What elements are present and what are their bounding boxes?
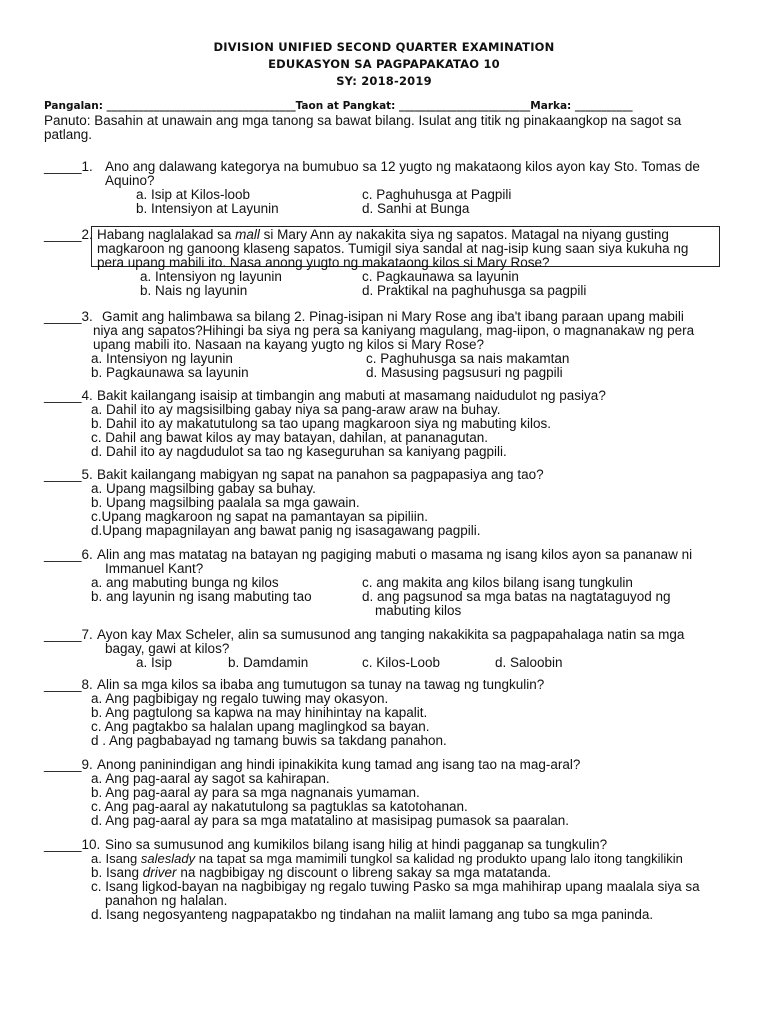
q10-stem-1: Sino sa sumusunod ang kumikilos bilang isang hilig at hindi pagganap sa tungkulin?: [105, 837, 608, 852]
q1-stem-1: Ano ang dalawang kategorya na bumubuo sa 12 yugto ng makataong kilos ayon kay Sto. Tomas de: [105, 159, 700, 174]
q1-stem-2: Aquino?: [105, 173, 155, 188]
school-year: SY: 2018-2019: [336, 74, 432, 88]
q8-stem-1: Alin sa mga kilos sa ibaba ang tumutugon sa tunay na tawag ng tungkulin?: [97, 677, 545, 692]
q1-choice-b: b. Intensiyon at Layunin: [136, 201, 279, 216]
q2-choice-d: d. Praktikal na paghuhusga sa pagpili: [362, 283, 587, 298]
q4-stem-1: Bakit kailangang isaisip at timbangin ang mabuti at masamang naidudulot ng pasiya?: [97, 388, 606, 403]
instructions-line-2: patlang.: [44, 127, 93, 142]
q6-choice-c: c. ang makita ang kilos bilang isang tungkulin: [362, 575, 633, 590]
q5-choice-a: a. Upang magsilbing gabay sa buhay.: [91, 481, 316, 496]
score-field[interactable]: Marka: ___________: [530, 100, 633, 112]
q7-stem-1: Ayon kay Max Scheler, alin sa sumusunod ang tanging nakakikita sa pagpapahalaga natin sa mga: [97, 627, 685, 642]
q5-choice-c: c.Upang magkaroon ng sapat na pamantayan sa pipiliin.: [91, 509, 428, 524]
q7-answer-blank[interactable]: _____7.: [44, 627, 93, 642]
student-info-line: [44, 100, 734, 112]
q6-choice-b: b. ang layunin ng isang mabuting tao: [91, 589, 312, 604]
q9-stem-1: Anong paninindigan ang hindi ipinakikita kung tamad ang isang tao na mag-aral?: [97, 757, 581, 772]
q3-stem-1: Gamit ang halimbawa sa bilang 2. Pinag-isipan ni Mary Rose ang iba't ibang paraan upang mabili: [102, 309, 684, 324]
q8-answer-blank[interactable]: _____8.: [44, 677, 93, 692]
q4-choice-c: c. Dahil ang bawat kilos ay may batayan, dahilan, at pananagutan.: [91, 430, 489, 445]
q1-choice-d: d. Sanhi at Bunga: [362, 201, 470, 216]
q3-answer-blank[interactable]: _____3.: [44, 309, 93, 324]
q4-choice-a: a. Dahil ito ay magsisilbing gabay niya sa pang-araw araw na buhay.: [91, 402, 501, 417]
q1-choice-c: c. Paghuhusga at Pagpili: [362, 187, 512, 202]
q7-choice-a: a. Isip: [136, 655, 173, 670]
q3-choice-d: d. Masusing pagsusuri ng pagpili: [366, 365, 563, 380]
q9-choice-c: c. Ang pag-aaral ay nakatutulong sa pagtuklas sa katotohanan.: [91, 799, 468, 814]
q1-answer-blank[interactable]: _____1.: [44, 159, 93, 174]
q10-answer-blank[interactable]: _____10.: [44, 837, 101, 852]
q9-choice-d: d. Ang pag-aaral ay para sa mga matatalino at masisipag pumasok sa paaralan.: [91, 813, 570, 828]
q7-stem-2: bagay, gawi at kilos?: [105, 641, 230, 656]
section-field[interactable]: Taon at Pangkat: _________________________: [295, 100, 531, 112]
q8-choice-b: b. Ang pagtulong sa kapwa na may hinihintay na kapalit.: [91, 705, 428, 720]
q7-choice-d: d. Saloobin: [495, 655, 563, 670]
q2-choice-a: a. Intensiyon ng layunin: [140, 269, 282, 284]
q10-choice-b: b. Isang driver na nagbibigay ng discount o libreng sakay sa mga matatanda.: [91, 865, 552, 880]
q2-choice-b: b. Nais ng layunin: [140, 283, 248, 298]
q10-choice-d: d. Isang negosyanteng nagpapatakbo ng tindahan na maliit lamang ang tubo sa mga paninda.: [91, 907, 654, 922]
q7-choice-c: c. Kilos-Loob: [362, 655, 441, 670]
q4-choice-d: d. Dahil ito ay nagdudulot sa tao ng kaseguruhan sa kaniyang pagpili.: [91, 444, 507, 459]
q7-choice-b: b. Damdamin: [228, 655, 309, 670]
q10-choice-c-cont: panahon ng halalan.: [105, 893, 228, 908]
q2-answer-blank[interactable]: _____2.: [44, 227, 93, 242]
q9-choice-a: a. Ang pag-aaral ay sagot sa kahirapan.: [91, 771, 330, 786]
name-field[interactable]: Pangalan: ____________________________________: [44, 100, 296, 112]
q6-answer-blank[interactable]: _____6.: [44, 547, 93, 562]
subject-title: EDUKASYON SA PAGPAPAKATAO 10: [268, 57, 500, 71]
q5-choice-b: b. Upang magsilbing paalala sa mga gawain.: [91, 495, 360, 510]
q5-answer-blank[interactable]: _____5.: [44, 467, 93, 482]
q10-choice-a: a. Isang saleslady na tapat sa mga mamimili tungkol sa kalidad ng produkto upang lalo itong tangkilikin: [91, 851, 683, 866]
instructions-line-1: Panuto: Basahin at unawain ang mga tanong sa bawat bilang. Isulat ang titik ng pinakaangkop na sagot sa: [44, 113, 682, 128]
q1-choice-a: a. Isip at Kilos-loob: [136, 187, 251, 202]
q4-choice-b: b. Dahil ito ay makatutulong sa tao upang magkaroon siya ng mabuting kilos.: [91, 416, 552, 431]
q3-choice-c: c. Paghuhusga sa nais makamtan: [366, 351, 570, 366]
q4-answer-blank[interactable]: _____4.: [44, 388, 93, 403]
q9-answer-blank[interactable]: _____9.: [44, 757, 93, 772]
q6-choice-d: d. ang pagsunod sa mga batas na nagtataguyod ng: [362, 589, 671, 604]
q2-stem-1: Habang naglalakad sa mall si Mary Ann ay nakakita siya ng sapatos. Matagal na niyang gusting: [97, 227, 669, 242]
q5-stem-1: Bakit kailangang mabigyan ng sapat na panahon sa pagpapasiya ang tao?: [97, 467, 544, 482]
q6-stem-2: Immanuel Kant?: [105, 561, 204, 576]
q8-choice-c: c. Ang pagtakbo sa halalan upang maglingkod sa bayan.: [91, 719, 430, 734]
q3-choice-b: b. Pagkaunawa sa layunin: [91, 365, 249, 380]
q10-choice-c: c. Isang ligkod-bayan na nagbibigay ng regalo tuwing Pasko sa mga mahihirap upang maalala siya sa: [91, 879, 700, 894]
q2-stem-3: pera upang mabili ito. Nasa anong yugto ng makataong kilos si Mary Rose?: [97, 255, 550, 270]
q3-choice-a: a. Intensiyon ng layunin: [91, 351, 233, 366]
q2-stem-2: magkaroon ng ganoong klaseng sapatos. Tumigil siya sandal at nag-isip kung saan siya kukuha ng: [97, 241, 689, 256]
q9-choice-b: b. Ang pag-aaral ay para sa mga nagnanais yumaman.: [91, 785, 420, 800]
exam-title: DIVISION UNIFIED SECOND QUARTER EXAMINATION: [213, 40, 555, 54]
q8-choice-d: d . Ang pagbabayad ng tamang buwis sa takdang panahon.: [91, 733, 447, 748]
q6-choice-a: a. ang mabuting bunga ng kilos: [91, 575, 279, 590]
q3-stem-2: niya ang sapatos?Hihingi ba siya ng pera sa kaniyang magulang, mag-iipon, o magnanakaw ng pera: [93, 323, 695, 338]
q8-choice-a: a. Ang pagbibigay ng regalo tuwing may okasyon.: [91, 691, 389, 706]
q6-choice-d-cont: mabuting kilos: [375, 603, 462, 618]
q2-choice-c: c. Pagkaunawa sa layunin: [362, 269, 519, 284]
q5-choice-d: d.Upang mapagnilayan ang bawat panig ng isasagawang pagpili.: [91, 523, 481, 538]
q6-stem-1: Alin ang mas matatag na batayan ng pagiging mabuti o masama ng isang kilos ayon sa pananaw ni: [97, 547, 693, 562]
q3-stem-3: upang mabili ito. Nasaan na kayang yugto ng kilos si Mary Rose?: [93, 337, 484, 352]
